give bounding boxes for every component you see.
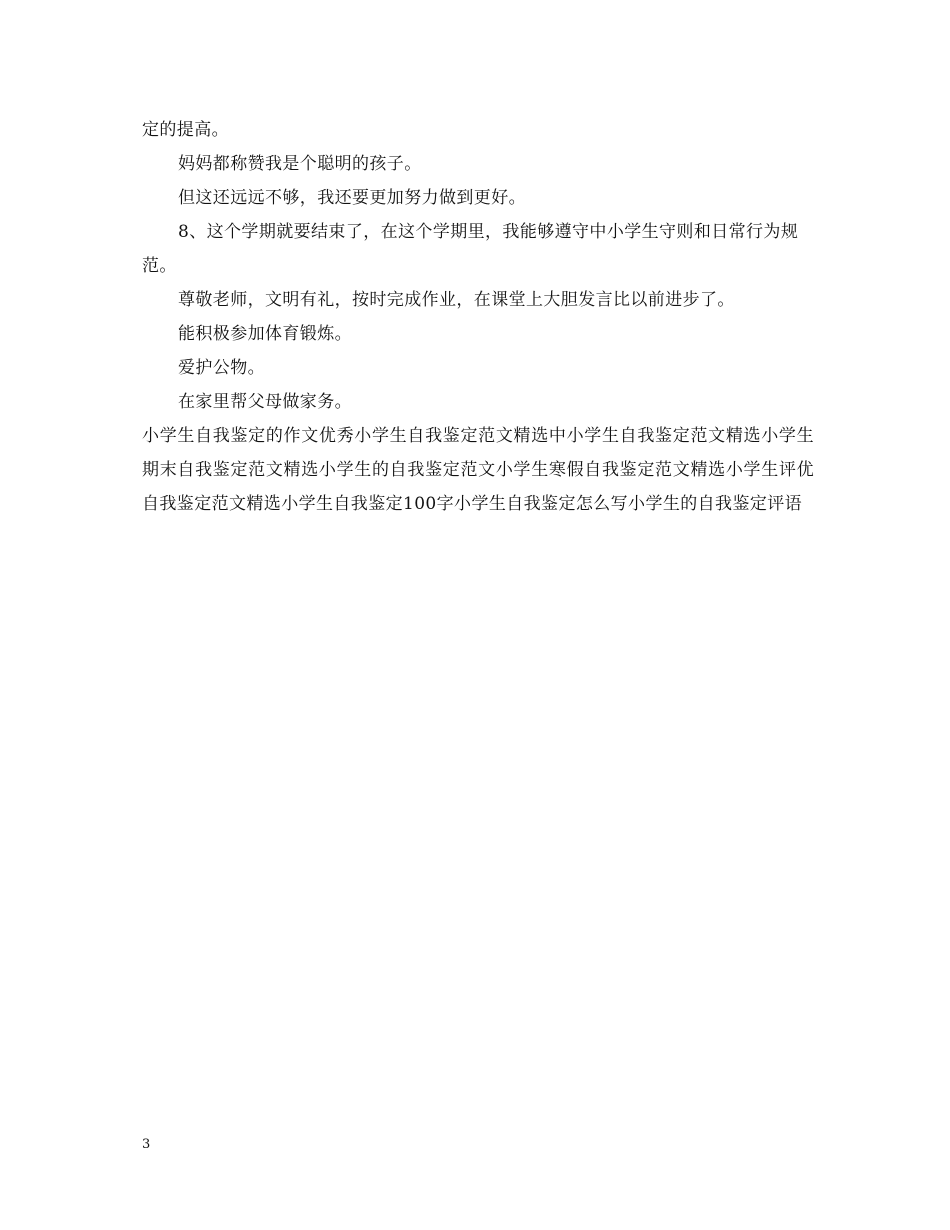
document-body bbox=[142, 113, 814, 521]
paragraph: 在家里帮父母做家务。 bbox=[178, 392, 352, 412]
paragraph: 8、这个学期就要结束了，在这个学期里，我能够遵守中小学生守则和日常行为规范。 bbox=[142, 222, 799, 276]
paragraph: 爱护公物。 bbox=[178, 358, 265, 378]
paragraph: 妈妈都称赞我是个聪明的孩子。 bbox=[178, 154, 422, 174]
related-articles-text: 小学生自我鉴定的作文优秀小学生自我鉴定范文精选中小学生自我鉴定范文精选小学生期末自我鉴定范文精选小学生的自我鉴定范文小学生寒假自我鉴定范文精选小学生评优自我鉴定范文精选小学生自我鉴定100字小学生自我鉴定怎么写小学生的自我鉴定评语 bbox=[142, 426, 814, 514]
paragraph: 但这还远远不够，我还要更加努力做到更好。 bbox=[178, 188, 526, 208]
page-number: 3 bbox=[142, 1137, 151, 1152]
paragraph-continuation: 定的提高。 bbox=[142, 120, 229, 140]
paragraph: 能积极参加体育锻炼。 bbox=[178, 324, 352, 344]
paragraph: 尊敬老师，文明有礼，按时完成作业，在课堂上大胆发言比以前进步了。 bbox=[178, 290, 735, 310]
